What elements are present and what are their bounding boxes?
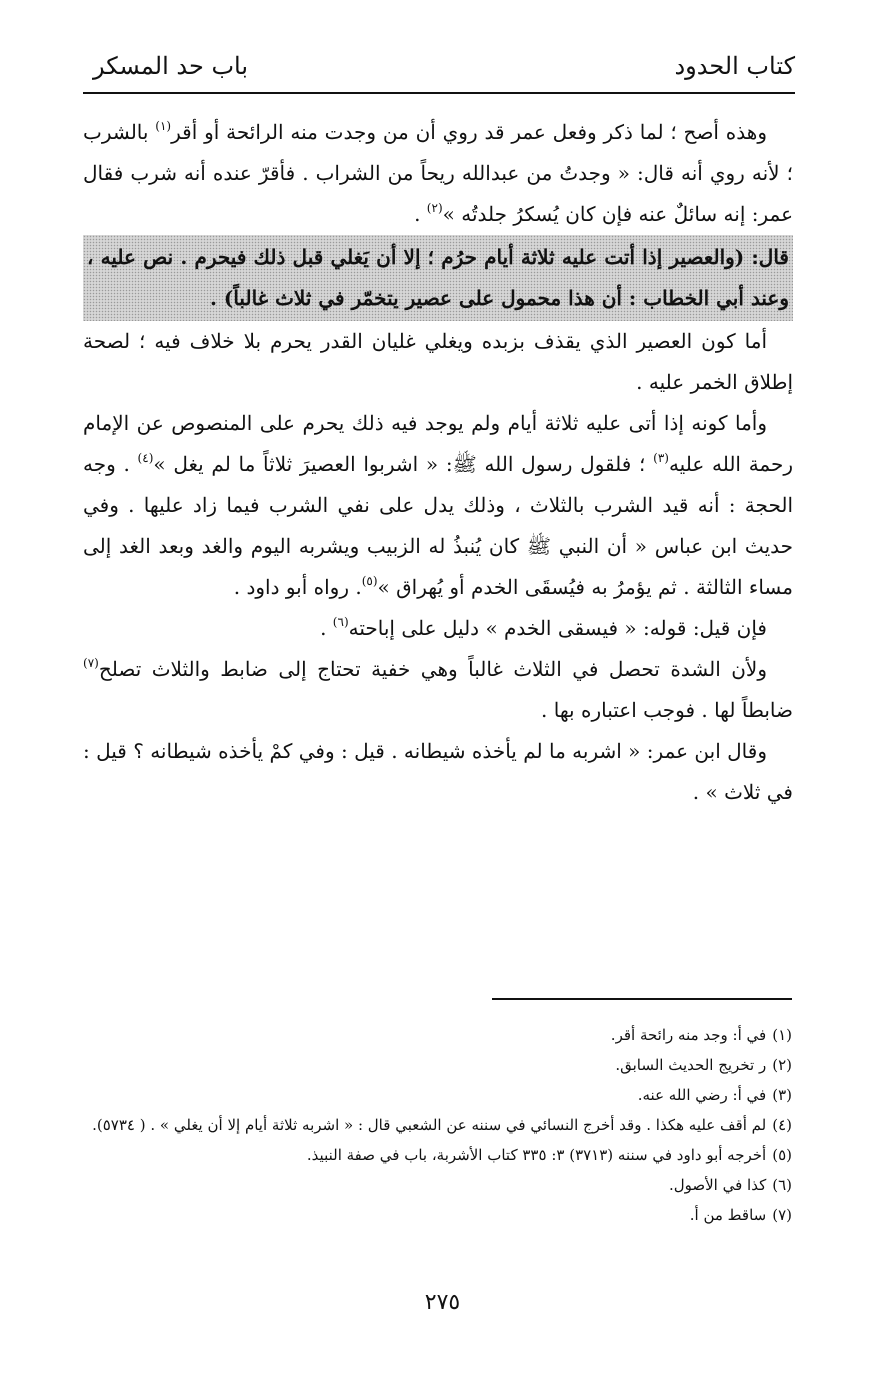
paragraph-1: وهذه أصح ؛ لما ذكر وفعل عمر قد روي أن من وجدت منه الرائحة أو أقر$^{(١)}$ بالشرب ؛ لأنه روي أنه قال: « وجدتُ من عبدالله ريحاً من الشراب . فأقرّ عنده أنه شرب فقال عمر: إنه سائلٌ عنه فإن كان يُسكرُ جلدتُه »$^{(٢)}$ .	[83, 119, 793, 226]
footnote-ref-3: (٣)	[653, 451, 669, 465]
footnote-ref-6: (٦)	[332, 615, 349, 629]
highlighted-matn: قال: (والعصير إذا أتت عليه ثلاثة أيام حرُم ؛ إلا أن يَغلي قبل ذلك فيحرم . نص عليه ، وعند أبي الخطاب : أن هذا محمول على عصير يتخمّر في ثلاث غالباً) .	[83, 235, 793, 321]
paragraph-5: ولأن الشدة تحصل في الثلاث غالباً وهي خفية تحتاج إلى ضابط والثلاث تصلح$^{(٧)}$ ضابطاً لها . فوجب اعتباره بها .	[83, 656, 793, 722]
page-number: ٢٧٥	[424, 1290, 461, 1315]
footnote-ref-5: (٥)	[361, 574, 378, 588]
paragraph-6: وقال ابن عمر: « اشربه ما لم يأخذه شيطانه . قيل : وفي كمْ يأخذه شيطانه ؟ قيل : في ثلاث » .	[83, 739, 793, 804]
paragraph-3: وأما كونه إذا أتى عليه ثلاثة أيام ولم يوجد فيه ذلك يحرم على المنصوص عن الإمام رحمة الله عليه$^{(٣)}$ ؛ فلقول رسول الله ﷺ: « اشربوا العصيرَ ثلاثاً ما لم يغل »$^{(٤)}$ . وجه الحجة : أنه قيد الشرب بالثلاث ، وذلك يدل على نفي الشرب فيما زاد عليها . وفي حديث ابن عباس « أن النبي ﷺ كان يُنبذُ له الزبيب ويشربه اليوم والغد وبعد الغد إلى مساء الثالثة . ثم يؤمرُ به فيُسقَى الخدم أو يُهراق »$^{(٥)}$. رواه أبو داود .	[83, 411, 794, 599]
footnote-ref-4: (٤)	[137, 451, 154, 465]
footnote-1: (١)في أ: وجد منه رائحة أقر.	[610, 1026, 792, 1044]
paragraph-4: فإن قيل: قوله: « فيسقى الخدم » دليل على إباحته$^{(٦)}$ .	[320, 615, 767, 640]
footnotes	[83, 1020, 792, 1230]
footnote-ref-7: (٧)	[83, 656, 99, 670]
footnote-ref-2: (٢)	[426, 201, 443, 215]
footnote-separator	[492, 998, 792, 1000]
footnote-5: (٥)أخرجه أبو داود في سننه (٣٧١٣) ٣: ٣٣٥ كتاب الأشربة، باب في صفة النبيذ.	[306, 1146, 792, 1164]
running-header	[83, 52, 795, 94]
main-text	[83, 112, 793, 813]
paragraph-2: أما كون العصير الذي يقذف بزبده ويغلي غليان القدر يحرم بلا خلاف فيه ؛ لصحة إطلاق الخمر عليه .	[83, 329, 793, 394]
book-title: كتاب الحدود	[674, 52, 795, 80]
footnote-4: (٤)لم أقف عليه هكذا . وقد أخرج النسائي في سننه عن الشعبي قال : « اشربه ثلاثة أيام إلا أن يغلي » . ( ٥٧٣٤).	[92, 1116, 792, 1134]
footnote-ref-1: (١)	[155, 119, 172, 133]
footnote-3: (٣)في أ: رضي الله عنه.	[637, 1086, 792, 1104]
footnote-6: (٦)كذا في الأصول.	[668, 1176, 792, 1194]
footnote-2: (٢)ر تخريج الحديث السابق.	[615, 1056, 792, 1074]
footnote-7: (٧)ساقط من أ.	[689, 1206, 792, 1224]
chapter-title: باب حد المسكر	[93, 52, 249, 80]
